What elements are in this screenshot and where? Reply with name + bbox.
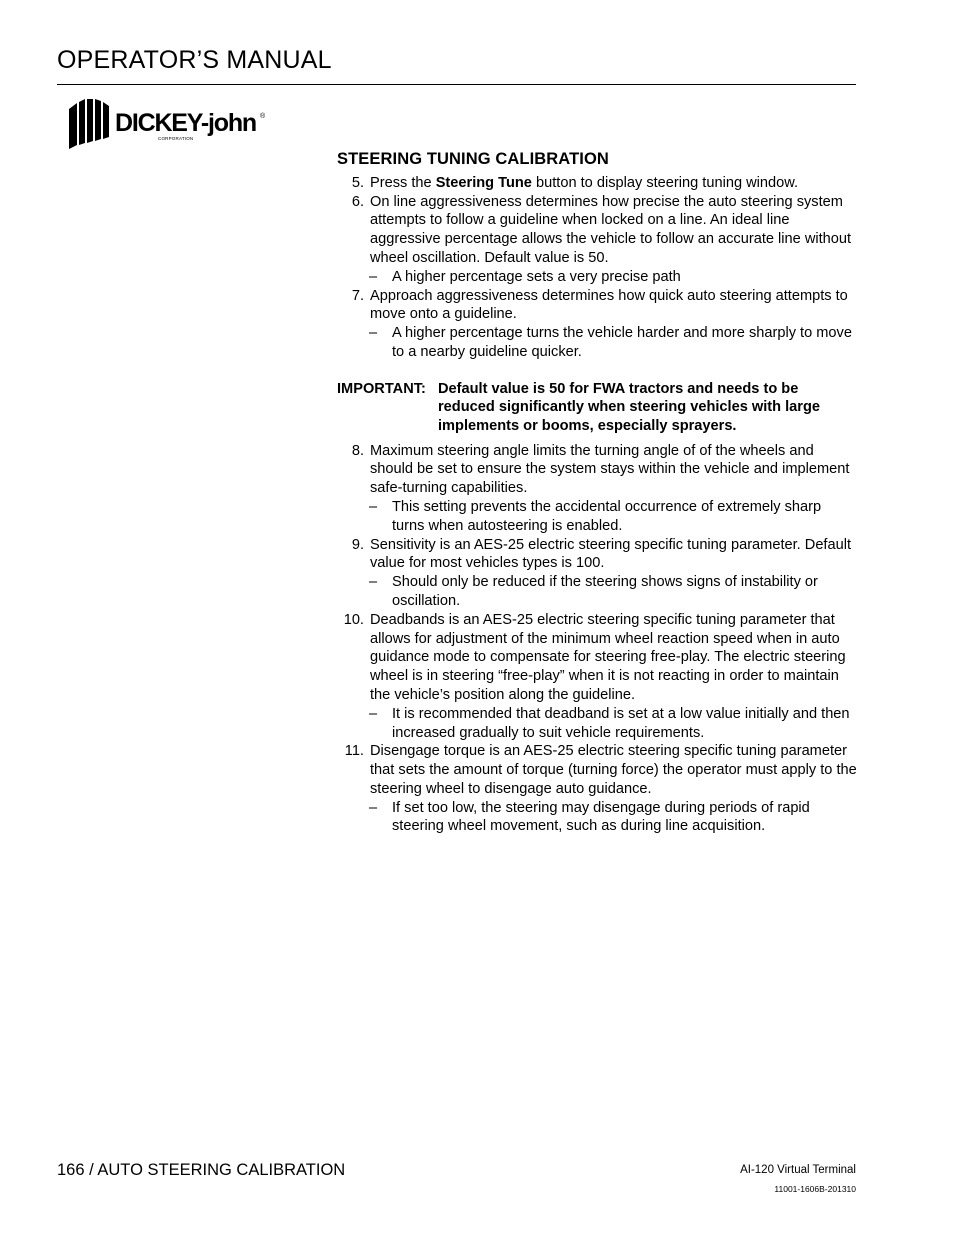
logo-registered: ® [260, 113, 266, 120]
sub-item-text: A higher percentage turns the vehicle harder and more sharply to move to a nearby guideline quicker. [392, 325, 852, 360]
dash-bullet: – [369, 268, 378, 285]
sub-item [337, 705, 857, 743]
sub-item-text: If set too low, the steering may disengage during periods of rapid steering wheel movement, such as during line acquisition. [392, 799, 810, 835]
dash-bullet: – [369, 325, 378, 342]
item-number: 8. [351, 442, 364, 459]
company-logo [65, 99, 310, 151]
item-text-bold: Steering Tune [435, 174, 532, 191]
item-text: Deadbands is an AES-25 electric steering specific tuning parameter that allows for adjustment of the minimum wheel reaction speed when in auto guidance mode to compensate for steering free-play. The electric steering wheel is in steering “free-play” when it is not reacting in order to maintain the vehicle’s position along the guideline. [370, 611, 846, 703]
dash-bullet: – [369, 799, 378, 816]
list-item [337, 742, 857, 798]
sub-item [337, 799, 857, 837]
important-note [337, 380, 857, 436]
item-number: 11. [344, 743, 364, 760]
sub-item-text: Should only be reduced if the steering shows signs of instability or oscillation. [392, 574, 818, 609]
item-number: 9. [351, 536, 364, 553]
important-label: IMPORTANT: [337, 380, 426, 397]
footer-page-section: 166 / AUTO STEERING CALIBRATION [57, 1161, 346, 1179]
page-header-title: OPERATOR’S MANUAL [57, 46, 332, 74]
item-text-pre: Press the [370, 174, 436, 191]
item-text: Disengage torque is an AES-25 electric steering specific tuning parameter that sets the amount of torque (turning force) the operator must apply to the steering wheel to disengage auto guidance. [370, 743, 857, 797]
list-item [337, 442, 857, 498]
item-number: 7. [351, 287, 364, 304]
sub-item [337, 573, 857, 611]
header-divider [57, 84, 856, 85]
important-text: Default value is 50 for FWA tractors and needs to be reduced significantly when steering vehicles with large implements or booms, especially sprayers. [438, 380, 820, 434]
sub-item-text: This setting prevents the accidental occurrence of extremely sharp turns when autosteering is enabled. [392, 498, 822, 534]
item-text: Sensitivity is an AES-25 electric steering specific tuning parameter. Default value for most vehicles types is 100. [370, 536, 852, 572]
sub-item-text: A higher percentage sets a very precise path [392, 268, 681, 285]
footer-document-code: 11001-1606B-201310 [774, 1184, 856, 1194]
sub-item [337, 268, 857, 287]
sub-item-text: It is recommended that deadband is set at a low value initially and then increased gradually to suit vehicle requirements. [392, 705, 850, 741]
list-item [337, 536, 857, 574]
item-text: On line aggressiveness determines how precise the auto steering system attempts to follow a guideline when locked on a line. An ideal line aggressive percentage allows the vehicle to follow an accurate line without wheel oscillation. Default value is 50. [370, 193, 852, 266]
list-item [337, 287, 857, 325]
list-item [337, 174, 857, 193]
logo-stripes-icon [65, 99, 113, 151]
list-item [337, 193, 857, 268]
item-number: 10. [343, 611, 364, 628]
item-number: 6. [351, 193, 364, 210]
item-text: Maximum steering angle limits the turning angle of of the wheels and should be set to ensure the system stays within the vehicle and implement safe-turning capabilities. [370, 442, 850, 497]
item-number: 5. [351, 174, 364, 191]
list-item [337, 611, 857, 705]
dash-bullet: – [369, 705, 378, 722]
dash-bullet: – [369, 574, 378, 591]
logo-corporation: CORPORATION [158, 136, 194, 141]
item-text: Approach aggressiveness determines how quick auto steering attempts to move onto a guideline. [370, 287, 848, 323]
sub-item [337, 498, 857, 536]
logo-wordmark: DICKEY-john [115, 109, 256, 137]
main-content [337, 150, 857, 836]
dash-bullet: – [369, 498, 378, 515]
footer-product-name: AI-120 Virtual Terminal [740, 1164, 856, 1176]
item-text-post: button to display steering tuning window. [531, 174, 799, 191]
sub-item [337, 324, 857, 362]
section-title: STEERING TUNING CALIBRATION [337, 150, 609, 168]
